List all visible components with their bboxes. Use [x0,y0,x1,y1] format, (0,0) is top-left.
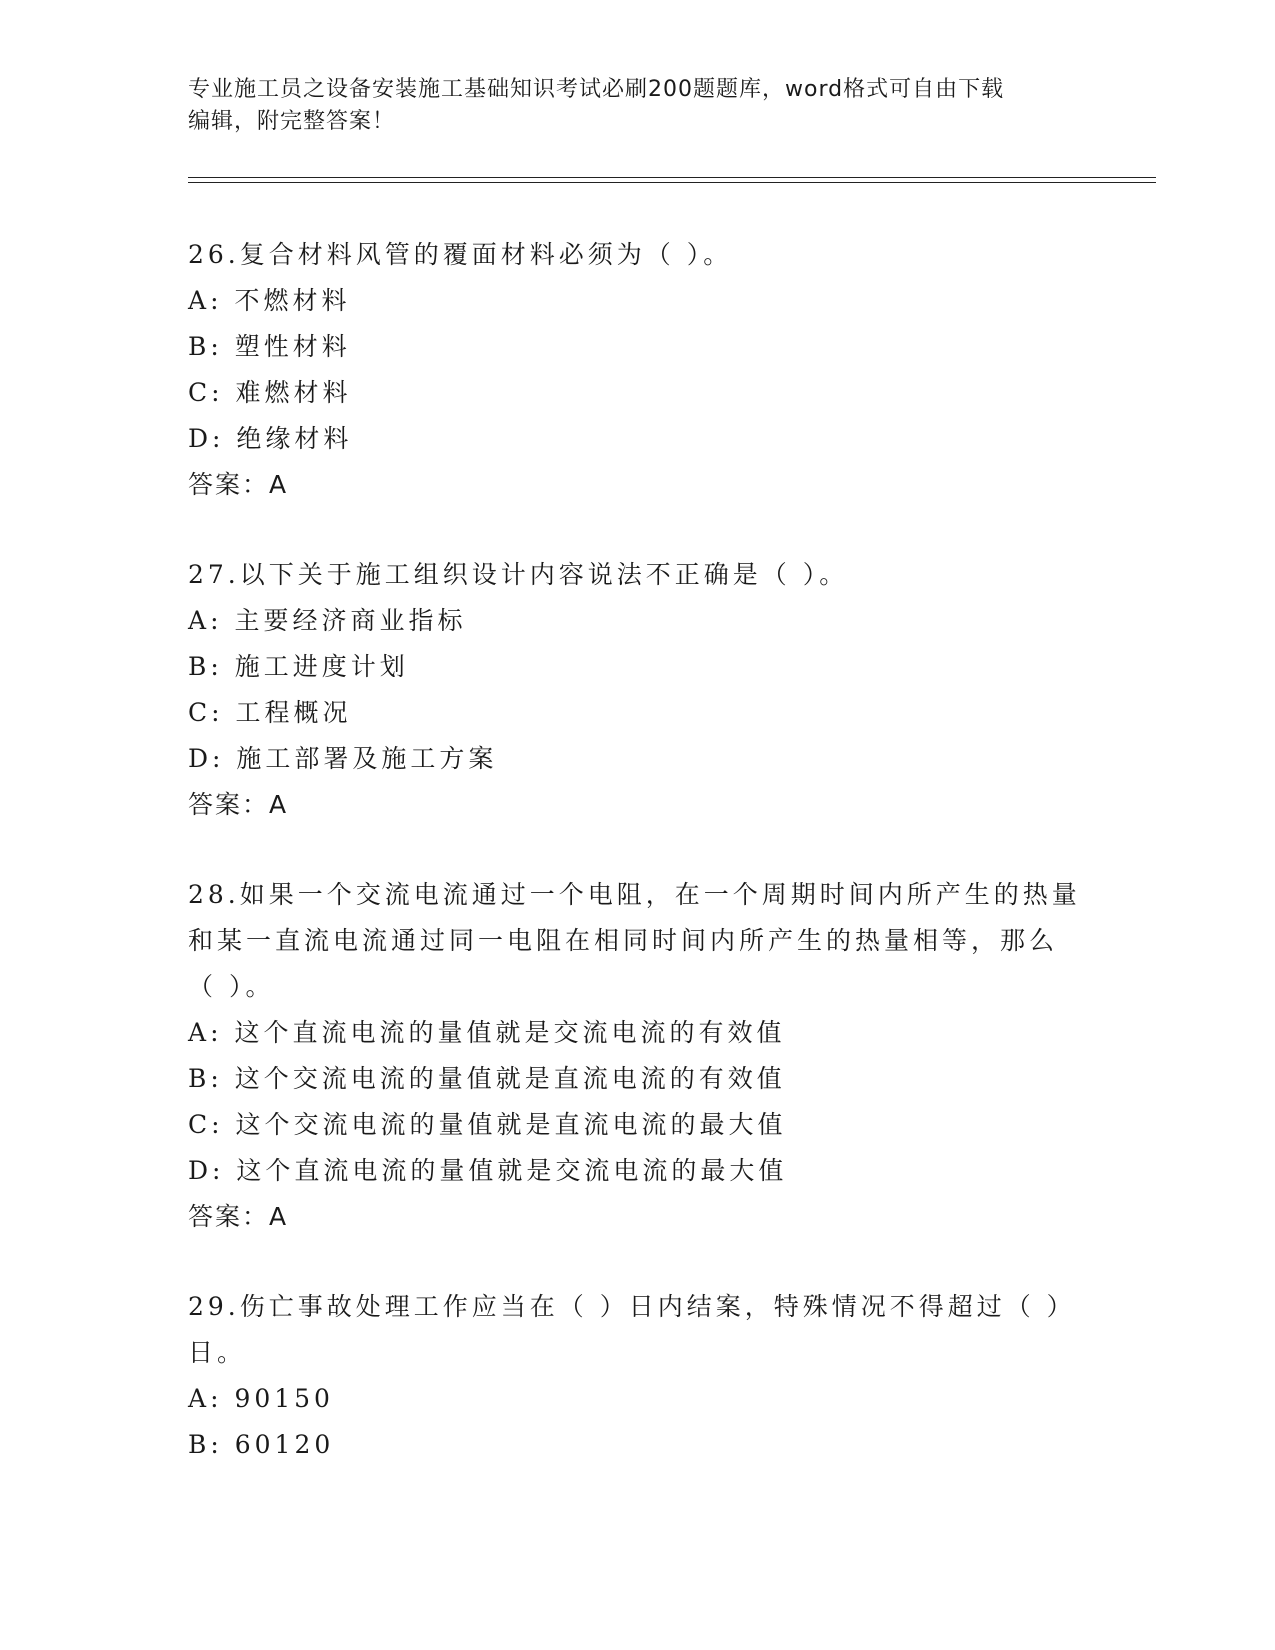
question-block [188,872,1088,1240]
option-letter: A [188,286,211,315]
option-text: 这个直流电流的量值就是交流电流的最大值 [236,1156,788,1185]
question-block [188,552,1088,828]
option-separator: : [210,332,235,361]
question-text: 日。 [188,1338,247,1367]
question-block [188,232,1088,508]
option-text: 施工部署及施工方案 [236,744,498,773]
header-divider-top [188,177,1156,178]
option-text: 90150 [234,1384,334,1413]
option-separator: : [210,1430,235,1459]
option-letter: C [188,1110,212,1139]
option-letter: B [188,652,211,681]
answer-option [188,1102,1088,1148]
option-separator: : [211,378,236,407]
option-letter: D [188,424,213,453]
question-list [188,232,1088,1512]
option-text: 绝缘材料 [236,424,353,453]
question-number: 27. [188,560,240,589]
option-text: 施工进度计划 [234,652,409,681]
option-letter: B [188,1064,211,1093]
option-text: 难燃材料 [235,378,352,407]
option-letter: A [188,1384,211,1413]
question-number: 29. [188,1292,240,1321]
option-separator: : [210,286,235,315]
option-separator: : [210,1384,235,1413]
option-text: 塑性材料 [234,332,351,361]
option-text: 工程概况 [235,698,352,727]
option-separator: : [211,1110,236,1139]
option-separator: : [212,744,237,773]
option-separator: : [210,1018,235,1047]
option-letter: B [188,1430,211,1459]
option-text: 这个交流电流的量值就是直流电流的有效值 [234,1064,786,1093]
answer-option [188,324,1088,370]
option-letter: B [188,332,211,361]
option-letter: A [188,1018,211,1047]
option-text: 这个直流电流的量值就是交流电流的有效值 [234,1018,786,1047]
option-text: 60120 [234,1430,335,1459]
option-text: 这个交流电流的量值就是直流电流的最大值 [235,1110,787,1139]
question-text-line [188,918,1088,964]
header-divider-bottom [188,182,1156,183]
answer-key: 答案：A [188,470,289,499]
header-line-2: 编辑，附完整答案！ [188,109,396,134]
option-letter: C [188,378,212,407]
option-separator: : [210,1064,235,1093]
question-text: 以下关于施工组织设计内容说法不正确是（ ）。 [239,560,849,589]
question-text-line [188,1284,1088,1330]
option-letter: D [188,1156,213,1185]
answer-option [188,416,1088,462]
document-header [188,74,1068,138]
answer-option [188,1056,1088,1102]
question-number: 28. [188,880,240,909]
option-separator: : [210,652,235,681]
option-separator: : [212,1156,237,1185]
question-text: 伤亡事故处理工作应当在（ ）日内结案，特殊情况不得超过（ ） [239,1292,1076,1321]
answer-option [188,1422,1088,1468]
answer-option [188,690,1088,736]
question-text-line [188,552,1088,598]
answer-option [188,736,1088,782]
answer-key: 答案：A [188,790,289,819]
answer-option [188,644,1088,690]
answer-option [188,598,1088,644]
option-letter: A [188,606,211,635]
option-separator: : [210,606,235,635]
question-block [188,1284,1088,1468]
question-text-line [188,964,1088,1010]
answer-option [188,1376,1088,1422]
question-text: 和某一直流电流通过同一电阻在相同时间内所产生的热量相等，那么 [188,926,1059,955]
question-text-line [188,1330,1088,1376]
question-text-line [188,232,1088,278]
option-separator: : [212,424,237,453]
question-text-line [188,872,1088,918]
question-number: 26. [188,240,240,269]
option-text: 不燃材料 [234,286,351,315]
question-text: 复合材料风管的覆面材料必须为（ ）。 [239,240,733,269]
answer-option [188,1010,1088,1056]
option-letter: D [188,744,213,773]
option-letter: C [188,698,212,727]
answer-option [188,278,1088,324]
answer-option [188,370,1088,416]
answer-option [188,1148,1088,1194]
option-text: 主要经济商业指标 [234,606,467,635]
header-line-1: 专业施工员之设备安装施工基础知识考试必刷200题题库，word格式可自由下载 [188,77,1005,102]
answer-key: 答案：A [188,1202,289,1231]
question-text: 如果一个交流电流通过一个电阻，在一个周期时间内所产生的热量 [239,880,1081,909]
question-text: （ ）。 [188,972,275,1001]
option-separator: : [211,698,236,727]
